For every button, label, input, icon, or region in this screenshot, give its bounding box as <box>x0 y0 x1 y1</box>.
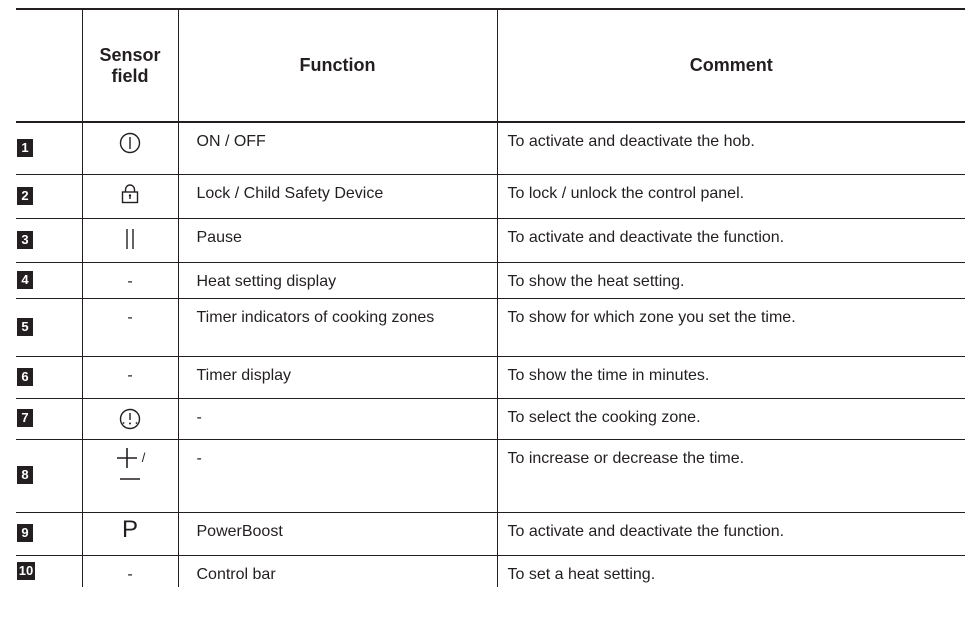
comment-cell: To increase or decrease the time. <box>497 439 965 512</box>
row-number-badge: 1 <box>17 139 33 157</box>
comment-cell: To lock / unlock the control panel. <box>497 174 965 218</box>
sensor-cell: - <box>82 356 178 398</box>
sensor-cell: - <box>82 555 178 587</box>
plus-icon <box>115 446 139 470</box>
function-cell: Heat setting display <box>178 262 497 298</box>
minus-icon <box>118 470 142 484</box>
plus-minus-icon <box>115 446 146 484</box>
sensor-field-table-container <box>16 8 965 587</box>
table-row <box>16 356 965 398</box>
comment-cell: To activate and deactivate the function. <box>497 218 965 262</box>
row-number-badge: 2 <box>17 187 33 205</box>
pause-icon <box>83 228 178 250</box>
sensor-field-table <box>16 8 965 587</box>
comment-cell: To show for which zone you set the time. <box>497 298 965 356</box>
function-cell: - <box>178 439 497 512</box>
table-row <box>16 555 965 587</box>
function-cell: - <box>178 398 497 439</box>
table-row <box>16 262 965 298</box>
row-number-badge: 10 <box>18 562 34 578</box>
row-number-badge: 3 <box>17 231 33 249</box>
comment-cell: To set a heat setting. <box>497 555 965 587</box>
table-row <box>16 398 965 439</box>
header-number <box>16 9 82 122</box>
comment-cell: To activate and deactivate the hob. <box>497 122 965 174</box>
table-header-row <box>16 9 965 122</box>
table-row <box>16 218 965 262</box>
header-function: Function <box>178 9 497 122</box>
row-number-badge: 9 <box>17 524 33 542</box>
comment-cell: To show the heat setting. <box>497 262 965 298</box>
table-row <box>16 174 965 218</box>
power-icon <box>83 132 178 154</box>
header-comment: Comment <box>497 9 965 122</box>
header-sensor-field: Sensor field <box>82 9 178 122</box>
function-cell: ON / OFF <box>178 122 497 174</box>
powerboost-icon: P <box>121 515 138 543</box>
function-cell: Pause <box>178 218 497 262</box>
function-cell: Timer display <box>178 356 497 398</box>
comment-cell: To show the time in minutes. <box>497 356 965 398</box>
function-cell: Control bar <box>178 555 497 587</box>
row-number-badge: 4 <box>17 271 33 289</box>
table-row <box>16 512 965 555</box>
row-number-badge: 8 <box>17 466 33 484</box>
function-cell: PowerBoost <box>178 512 497 555</box>
timer-icon <box>83 408 178 430</box>
sensor-separator: / <box>141 449 146 465</box>
function-cell: Timer indicators of cooking zones <box>178 298 497 356</box>
sensor-cell: - <box>82 298 178 356</box>
comment-cell: To select the cooking zone. <box>497 398 965 439</box>
function-cell: Lock / Child Safety Device <box>178 174 497 218</box>
table-row <box>16 298 965 356</box>
row-number-badge: 5 <box>17 318 33 336</box>
row-number-badge: 6 <box>17 368 33 386</box>
row-number-badge: 7 <box>17 409 33 427</box>
sensor-cell: - <box>82 262 178 298</box>
comment-cell: To activate and deactivate the function. <box>497 512 965 555</box>
table-row <box>16 122 965 174</box>
lock-icon <box>83 184 178 204</box>
table-row <box>16 439 965 512</box>
